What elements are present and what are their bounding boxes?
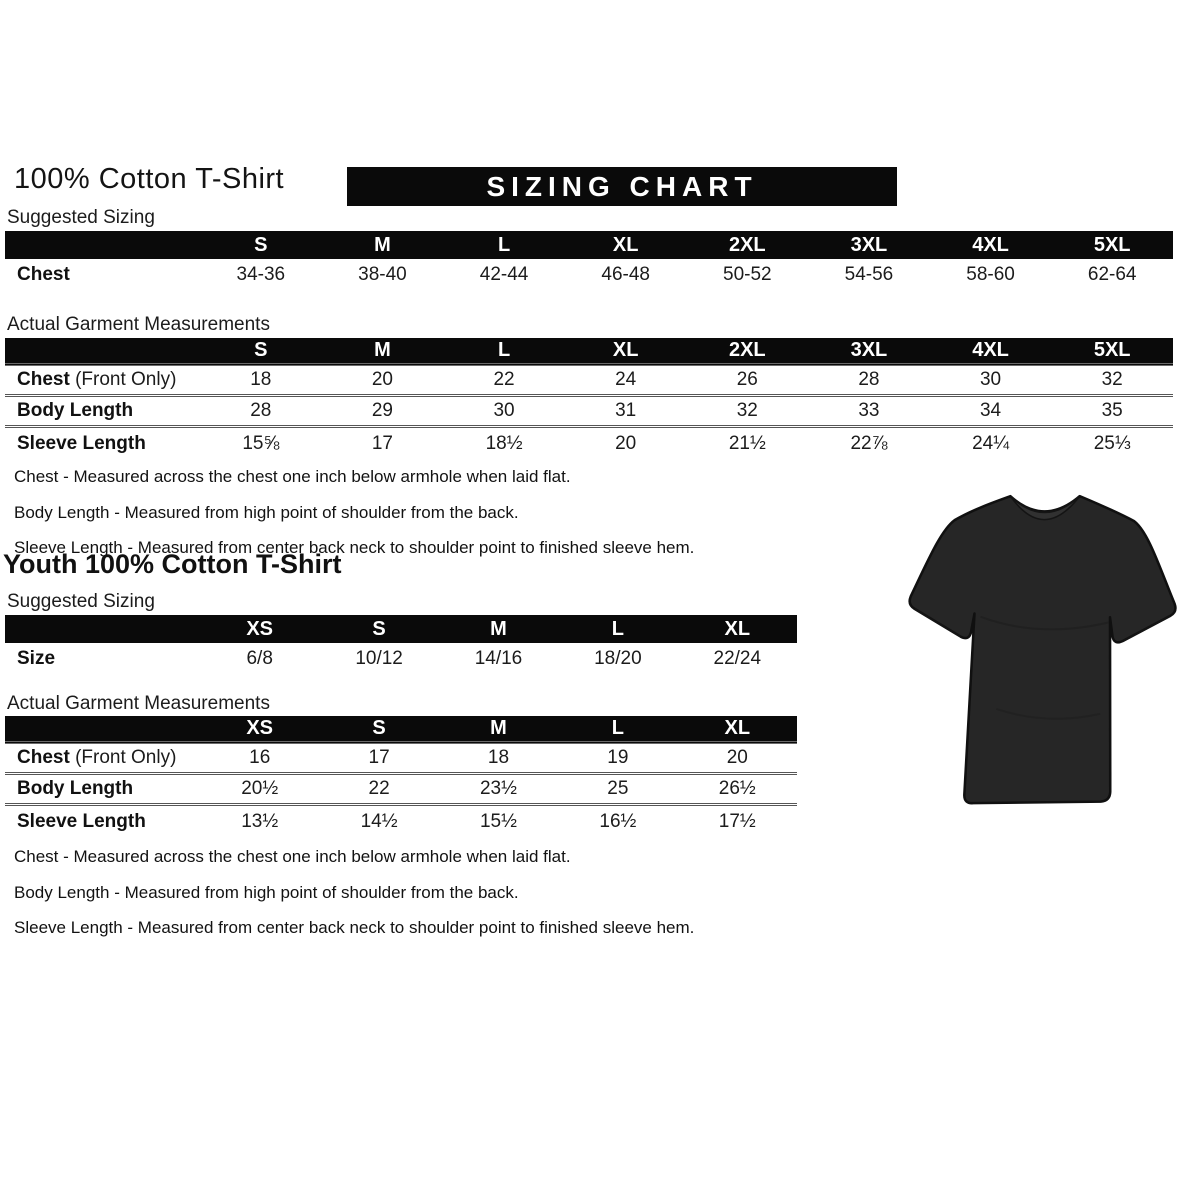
- note-body-length: Body Length - Measured from high point of shoulder from the back.: [14, 502, 519, 522]
- youth-suggested-sizing-table: [5, 615, 797, 674]
- size-value-cell: 22/24: [713, 647, 762, 669]
- size-column-header: M: [439, 716, 558, 744]
- size-column-header: 3XL: [808, 338, 930, 366]
- size-value-cell: 17: [319, 744, 438, 775]
- size-value-cell: 26: [687, 366, 809, 397]
- size-value-cell: 50-52: [723, 263, 772, 285]
- size-value-cell: 38-40: [358, 263, 407, 285]
- size-column-header: 5XL: [1051, 231, 1173, 259]
- youth-suggested-sizing-label: Suggested Sizing: [7, 591, 155, 612]
- size-value-cell: 29: [322, 397, 444, 428]
- adult-measurements: [5, 338, 1173, 459]
- size-value-cell: 14/16: [474, 647, 523, 669]
- row-label: Body Length: [5, 397, 200, 428]
- size-column-header: 5XL: [1051, 338, 1173, 366]
- adult-suggested-sizing: [5, 231, 1173, 290]
- size-value-cell: 18/20: [594, 647, 642, 669]
- size-column-header: M: [439, 615, 558, 643]
- size-value-cell: 34-36: [236, 263, 286, 285]
- size-value-cell: 46-48: [601, 263, 650, 285]
- adult-measurements-table: [5, 338, 1173, 459]
- note-chest: Chest - Measured across the chest one inch below armhole when laid flat.: [14, 847, 571, 866]
- size-value-cell: 62-64: [1087, 263, 1137, 285]
- size-column-header: S: [319, 716, 438, 744]
- size-value-cell: 17: [371, 432, 393, 454]
- row-label-header: [5, 615, 200, 643]
- size-value-cell: 18: [439, 744, 558, 775]
- size-column-header: S: [319, 615, 438, 643]
- size-value-cell: 13½: [241, 810, 279, 832]
- adult-suggested-sizing-table: [5, 231, 1173, 290]
- size-value-cell: 10/12: [355, 647, 403, 669]
- size-column-header: S: [200, 231, 322, 259]
- row-label-header: [5, 338, 200, 366]
- size-value-cell: 20: [678, 744, 797, 775]
- size-column-header: XS: [200, 615, 319, 643]
- size-column-header: XL: [678, 615, 797, 643]
- size-column-header: 4XL: [930, 231, 1052, 259]
- size-value-cell: 42-44: [479, 263, 529, 285]
- size-column-header: XL: [565, 231, 687, 259]
- size-value-cell: 33: [808, 397, 930, 428]
- size-value-cell: 25⅓: [1093, 432, 1131, 454]
- size-value-cell: 25: [558, 775, 677, 806]
- size-column-header: XL: [678, 716, 797, 744]
- adult-section-title: 100% Cotton T-Shirt: [14, 163, 285, 195]
- size-value-cell: 24: [565, 366, 687, 397]
- size-column-header: M: [322, 338, 444, 366]
- size-value-cell: 30: [930, 366, 1052, 397]
- size-value-cell: 24¼: [972, 432, 1010, 454]
- size-value-cell: 15½: [479, 810, 517, 832]
- size-value-cell: 54-56: [844, 263, 894, 285]
- note-chest: Chest - Measured across the chest one inch below armhole when laid flat.: [14, 467, 571, 486]
- size-column-header: 2XL: [687, 338, 809, 366]
- note-body-length: Body Length - Measured from high point of shoulder from the back.: [14, 882, 519, 902]
- size-value-cell: 32: [1051, 366, 1173, 397]
- size-column-header: L: [443, 338, 565, 366]
- size-value-cell: 20: [322, 366, 444, 397]
- adult-measurements-label: Actual Garment Measurements: [7, 314, 270, 335]
- size-value-cell: 19: [558, 744, 677, 775]
- size-value-cell: 18: [200, 366, 322, 397]
- youth-measurements-label: Actual Garment Measurements: [7, 693, 270, 714]
- size-column-header: 3XL: [808, 231, 930, 259]
- size-column-header: XL: [565, 338, 687, 366]
- size-value-cell: 35: [1051, 397, 1173, 428]
- size-value-cell: 28: [808, 366, 930, 397]
- size-value-cell: 17½: [718, 810, 756, 832]
- size-column-header: L: [558, 716, 677, 744]
- note-sleeve-length: Sleeve Length - Measured from center back neck to shoulder point to finished sleeve hem.: [14, 918, 695, 937]
- size-value-cell: 18½: [485, 432, 523, 454]
- size-column-header: 4XL: [930, 338, 1052, 366]
- row-label: Size: [17, 647, 56, 669]
- row-label: Chest (Front Only): [5, 744, 200, 775]
- youth-measurements-table: [5, 716, 797, 837]
- tshirt-product-image: [881, 461, 1200, 828]
- size-value-cell: 16½: [599, 810, 637, 832]
- black-tshirt-graphic: [881, 461, 1200, 828]
- row-label-header: [5, 231, 200, 259]
- size-value-cell: 28: [200, 397, 322, 428]
- size-value-cell: 31: [565, 397, 687, 428]
- size-value-cell: 14½: [360, 810, 398, 832]
- row-label: Sleeve Length: [17, 432, 146, 454]
- row-label: Body Length: [5, 775, 200, 806]
- size-value-cell: 22: [443, 366, 565, 397]
- size-column-header: L: [443, 231, 565, 259]
- size-value-cell: 22⅞: [850, 432, 888, 454]
- size-value-cell: 30: [443, 397, 565, 428]
- note-sleeve-length: Sleeve Length - Measured from center back neck to shoulder point to finished sleeve hem.: [14, 538, 695, 557]
- size-value-cell: 20½: [200, 775, 319, 806]
- size-column-header: 2XL: [687, 231, 809, 259]
- size-value-cell: 15⅝: [242, 432, 280, 454]
- size-value-cell: 58-60: [966, 263, 1015, 285]
- size-column-header: L: [558, 615, 677, 643]
- row-label: Chest (Front Only): [5, 366, 200, 397]
- row-label-header: [5, 716, 200, 744]
- size-value-cell: 23½: [439, 775, 558, 806]
- size-column-header: M: [322, 231, 444, 259]
- size-value-cell: 20: [615, 432, 637, 454]
- size-column-header: S: [200, 338, 322, 366]
- youth-measurements: [5, 716, 797, 837]
- size-column-header: XS: [200, 716, 319, 744]
- size-value-cell: 6/8: [246, 647, 273, 669]
- size-value-cell: 32: [687, 397, 809, 428]
- row-label: Chest: [17, 263, 70, 285]
- size-value-cell: 21½: [728, 432, 766, 454]
- sizing-chart-banner: SIZING CHART: [347, 167, 897, 206]
- row-label: Sleeve Length: [17, 810, 146, 832]
- youth-suggested-sizing: [5, 615, 797, 674]
- size-value-cell: 26½: [678, 775, 797, 806]
- youth-measurement-notes: [14, 839, 694, 946]
- size-value-cell: 22: [319, 775, 438, 806]
- youth-section-title: Youth 100% Cotton T-Shirt: [3, 549, 342, 579]
- size-value-cell: 16: [200, 744, 319, 775]
- adult-suggested-sizing-label: Suggested Sizing: [7, 207, 155, 228]
- size-value-cell: 34: [930, 397, 1052, 428]
